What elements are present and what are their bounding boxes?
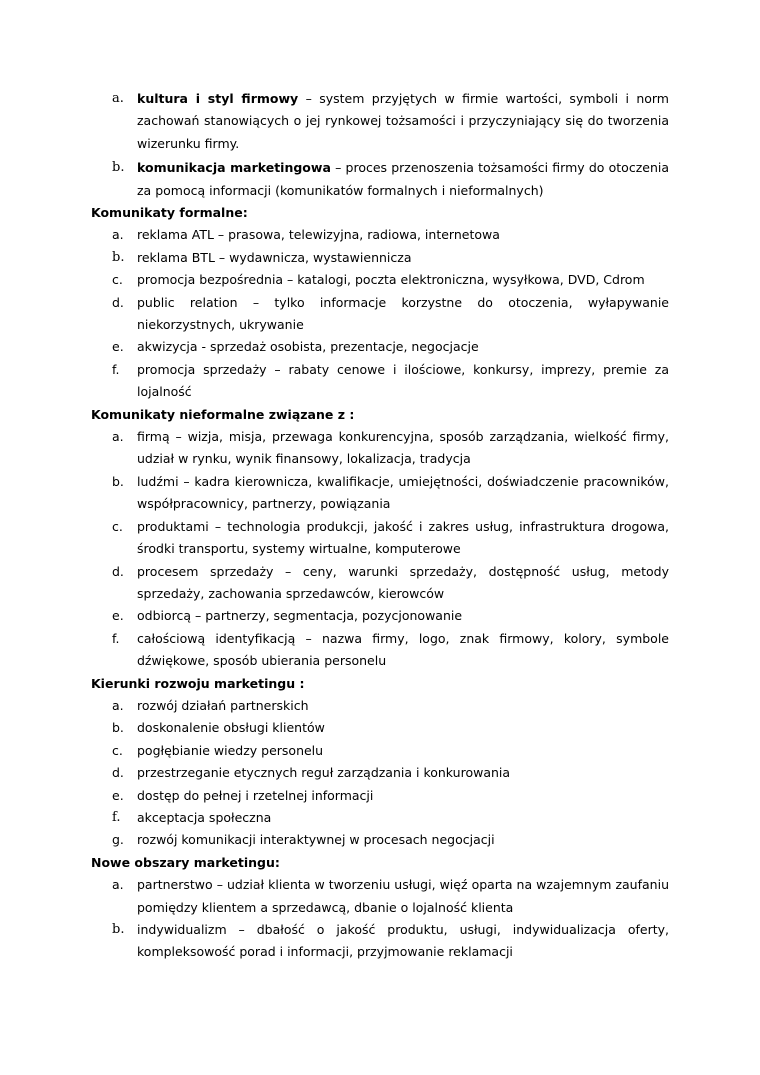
list-marker: a.	[112, 91, 124, 106]
list-marker: c.	[112, 272, 123, 288]
list-marker: b.	[112, 921, 125, 937]
list-item	[91, 740, 669, 762]
list-item-text: indywidualizm – dbałość o jakość produktu, usługi, indywidualizacja oferty, kompleksowość porad i informacji, przyjmowanie reklamacji	[137, 921, 669, 960]
section-heading-nowe-obszary: Nowe obszary marketingu:	[91, 854, 280, 870]
term: kultura i styl firmowy	[137, 91, 299, 106]
list-item-text: reklama BTL – wydawnicza, wystawiennicza	[137, 249, 412, 265]
list-marker: d.	[112, 563, 124, 579]
list-item-text: przestrzeganie etycznych reguł zarządzania i konkurowania	[137, 765, 511, 781]
list-item-text: produktami – technologia produkcji, jakość i zakres usług, infrastruktura drogowa, środki transportu, systemy wirtualne, komputerowe	[137, 518, 669, 557]
document-content	[91, 88, 669, 964]
list-item	[91, 717, 669, 739]
list-item	[91, 269, 669, 291]
list-marker: f.	[112, 809, 121, 825]
list-item	[91, 807, 669, 829]
list-item	[91, 224, 669, 246]
list-marker: e.	[112, 787, 124, 803]
list-item	[91, 762, 669, 784]
list-marker: a.	[112, 877, 124, 893]
list-item-text: rozwój działań partnerskich	[137, 697, 309, 713]
list-marker: g.	[112, 832, 124, 848]
list-item-text: odbiorcą – partnerzy, segmentacja, pozycjonowanie	[137, 608, 463, 624]
list-item	[91, 292, 669, 337]
list-item	[91, 605, 669, 627]
list-item-text: procesem sprzedaży – ceny, warunki sprzedaży, dostępność usług, metody sprzedaży, zachowania sprzedawców, kierowców	[137, 563, 669, 601]
list-marker: a.	[112, 429, 124, 445]
section-heading-nieformalne: Komunikaty nieformalne związane z :	[91, 406, 355, 422]
list-marker: b.	[112, 249, 125, 265]
list-item	[91, 426, 669, 471]
list-item-text: kultura i styl firmowy – system przyjętych w firmie wartości, symboli i norm zachowań stanowiących o jej rynkowej tożsamości i przyczyniający się do tworzenia wizerunku firmy.	[137, 91, 669, 151]
list-item-text: akwizycja - sprzedaż osobista, prezentacje, negocjacje	[137, 339, 479, 355]
list-item-text: promocja sprzedaży – rabaty cenowe i ilościowe, konkursy, imprezy, premie za lojalność	[137, 361, 669, 400]
list-item-text: pogłębianie wiedzy personelu	[137, 742, 324, 758]
section-heading-kierunki: Kierunki rozwoju marketingu :	[91, 675, 305, 691]
list-item-text: doskonalenie obsługi klientów	[137, 720, 325, 736]
list-item	[91, 874, 669, 919]
list-item-text: rozwój komunikacji interaktywnej w procesach negocjacji	[137, 832, 495, 848]
list-marker: e.	[112, 339, 124, 355]
list-item	[91, 359, 669, 404]
term: komunikacja marketingowa	[137, 160, 331, 176]
list-item-text: firmą – wizja, misja, przewaga konkurencyjna, sposób zarządzania, wielkość firmy, udział w rynku, wynik finansowy, lokalizacja, tradycja	[137, 429, 669, 467]
list-marker: f.	[112, 361, 120, 377]
list-item-text: reklama ATL – prasowa, telewizyjna, radiowa, internetowa	[137, 227, 500, 243]
list-item	[91, 628, 669, 673]
list-marker: a.	[112, 227, 124, 243]
list-item	[91, 471, 669, 516]
list-marker: e.	[112, 608, 124, 624]
list-marker: d.	[112, 765, 124, 781]
list-marker: b.	[112, 473, 124, 489]
list-marker: c.	[112, 742, 123, 758]
list-item	[91, 785, 669, 807]
list-item-text: akceptacja społeczna	[137, 809, 272, 825]
list-item	[91, 919, 669, 964]
list-marker: a.	[112, 697, 124, 713]
list-item-text: partnerstwo – udział klienta w tworzeniu usługi, więź oparta na wzajemnym zaufaniu pomiędzy klientem a sprzedawcą, dbanie o lojalność klienta	[137, 877, 669, 915]
list-marker: b.	[112, 160, 125, 176]
list-item-text: promocja bezpośrednia – katalogi, poczta elektroniczna, wysyłkowa, DVD, Cdrom	[137, 272, 645, 288]
list-item	[91, 516, 669, 561]
list-item	[91, 561, 669, 606]
intro-item-kultura	[91, 88, 669, 155]
intro-item-komunikacja	[91, 157, 669, 202]
list-item-text: dostęp do pełnej i rzetelnej informacji	[137, 787, 374, 803]
list-marker: c.	[112, 518, 123, 534]
list-item	[91, 695, 669, 717]
list-item	[91, 829, 669, 851]
section-heading-formalne: Komunikaty formalne:	[91, 205, 248, 221]
list-marker: b.	[112, 720, 124, 736]
list-item-text: public relation – tylko informacje korzystne do otoczenia, wyłapywanie niekorzystnych, ukrywanie	[137, 294, 669, 333]
list-marker: d.	[112, 294, 124, 310]
list-item-text: całościową identyfikacją – nazwa firmy, logo, znak firmowy, kolory, symbole dźwiękowe, sposób ubierania personelu	[137, 630, 669, 669]
list-item-text: komunikacja marketingowa – proces przenoszenia tożsamości firmy do otoczenia za pomocą informacji (komunikatów formalnych i nieformalnych)	[137, 160, 669, 198]
list-item	[91, 247, 669, 269]
list-item-text: ludźmi – kadra kierownicza, kwalifikacje, umiejętności, doświadczenie pracowników, współpracownicy, partnerzy, powiązania	[137, 473, 669, 512]
list-item	[91, 336, 669, 358]
list-marker: f.	[112, 630, 120, 646]
